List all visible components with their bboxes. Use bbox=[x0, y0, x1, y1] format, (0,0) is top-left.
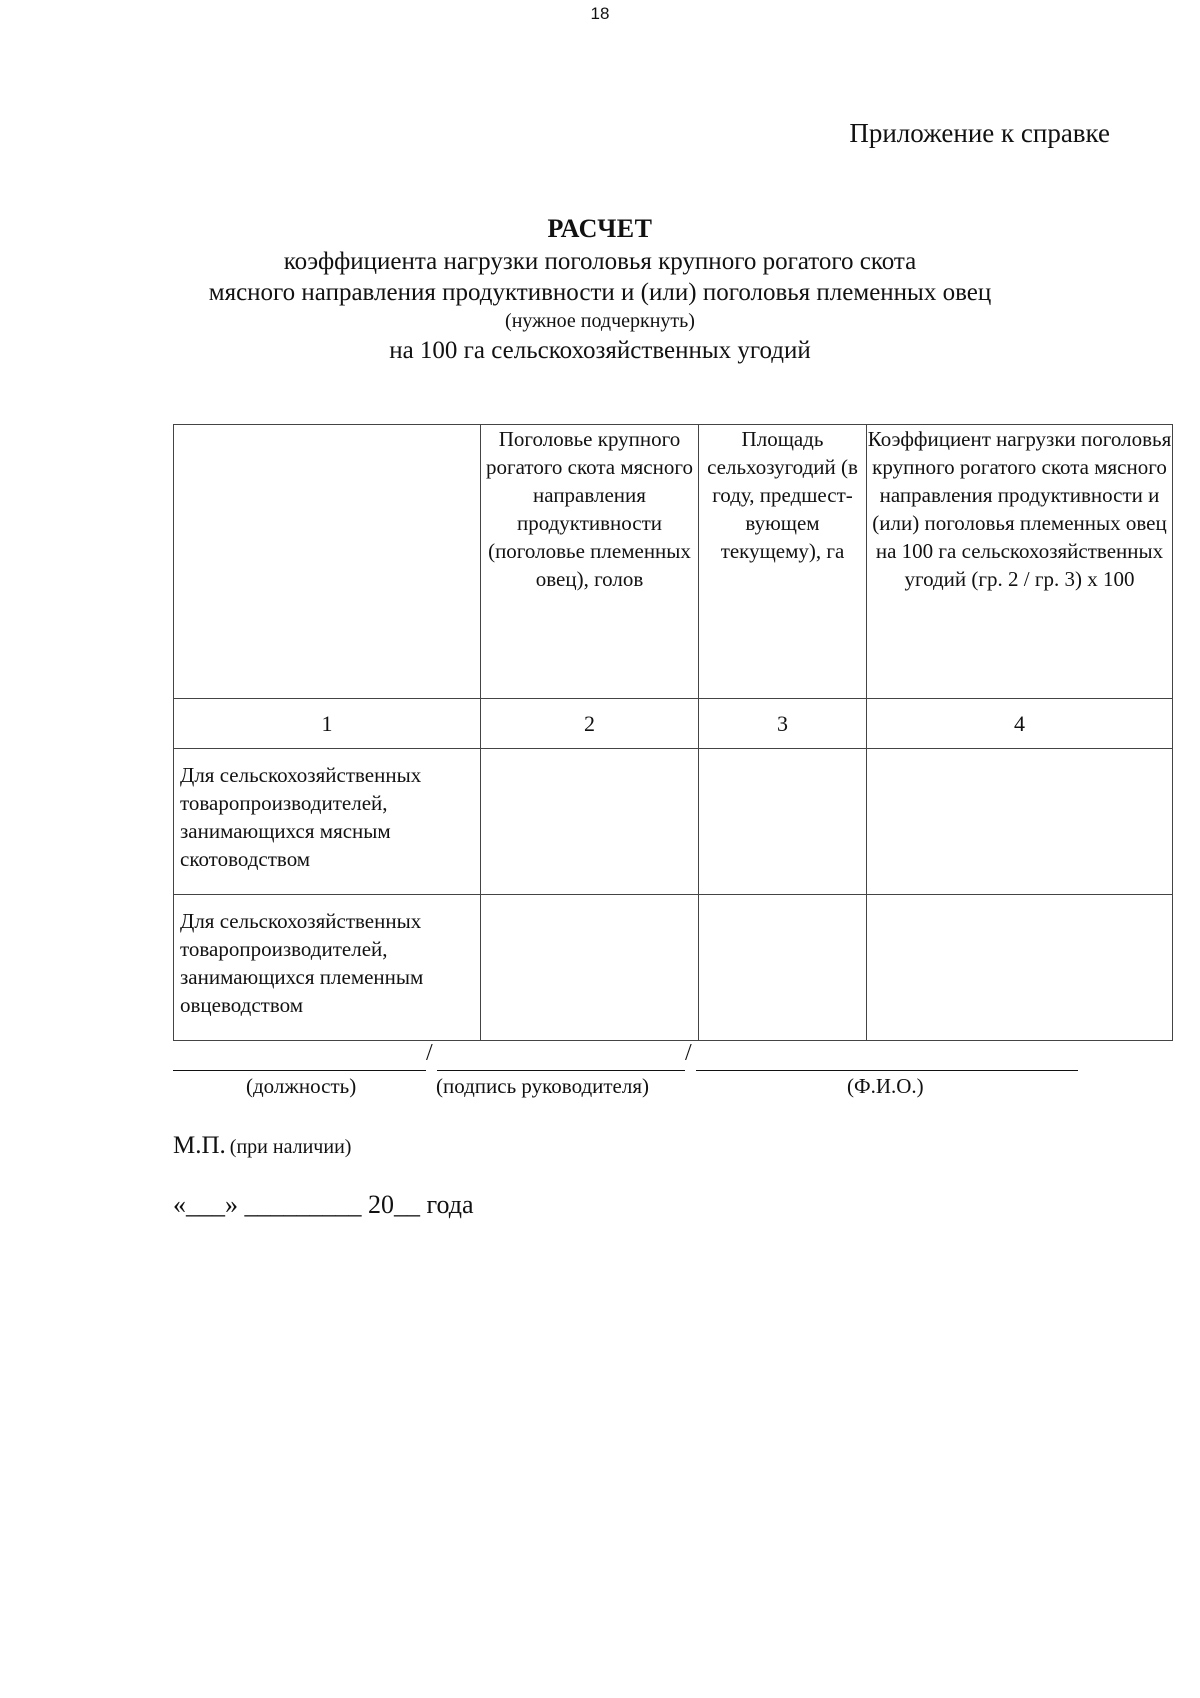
area-cell[interactable] bbox=[699, 895, 867, 1041]
header-cell-livestock: Поголовье крупного рогатого скота мясного направления продуктивности (поголовье племенных овец), голов bbox=[481, 425, 699, 699]
title-line-3: на 100 га сельскохозяйственных угодий bbox=[389, 337, 811, 364]
stamp-label: М.П. bbox=[173, 1132, 226, 1159]
row-label-sheep: Для сельскохозяйственных товаропроизводителей, занимающихся племенным овцеводством bbox=[174, 895, 481, 1041]
name-caption: (Ф.И.О.) bbox=[847, 1074, 924, 1098]
signature-separator: / bbox=[426, 1040, 433, 1066]
column-number: 1 bbox=[174, 699, 481, 749]
area-cell[interactable] bbox=[699, 749, 867, 895]
table-header-row bbox=[174, 425, 1173, 699]
signature-block bbox=[173, 1040, 1078, 1110]
page-number: 18 bbox=[590, 4, 610, 23]
livestock-count-cell[interactable] bbox=[481, 895, 699, 1041]
date-line[interactable]: «___» _________ 20__ года bbox=[173, 1190, 474, 1219]
column-number: 2 bbox=[481, 699, 699, 749]
row-label-cattle: Для сельскохозяйственных товаропроизводителей, занимающихся мясным скотоводством bbox=[174, 749, 481, 895]
signature-line[interactable] bbox=[437, 1070, 685, 1071]
table-row-cattle bbox=[174, 749, 1173, 895]
stamp-line bbox=[173, 1132, 351, 1160]
appendix-label: Приложение к справке bbox=[849, 118, 1110, 148]
coefficient-cell[interactable] bbox=[867, 749, 1173, 895]
name-line[interactable] bbox=[696, 1070, 1078, 1071]
livestock-count-cell[interactable] bbox=[481, 749, 699, 895]
header-cell-area: Площадь сельхозугодий (в году, предшест-вующем текущему), га bbox=[699, 425, 867, 699]
calculation-table bbox=[173, 424, 1173, 1041]
header-cell-empty bbox=[174, 425, 481, 699]
document-title: РАСЧЕТ bbox=[547, 214, 653, 243]
coefficient-cell[interactable] bbox=[867, 895, 1173, 1041]
stamp-note: (при наличии) bbox=[229, 1136, 352, 1158]
column-number-row bbox=[174, 699, 1173, 749]
title-line-2: мясного направления продуктивности и (или) поголовья племенных овец bbox=[208, 279, 992, 306]
title-note: (нужное подчеркнуть) bbox=[505, 310, 695, 332]
title-block bbox=[0, 212, 1200, 366]
position-line[interactable] bbox=[173, 1070, 426, 1071]
title-line-1: коэффициента нагрузки поголовья крупного рогатого скота bbox=[283, 248, 917, 275]
column-number: 4 bbox=[867, 699, 1173, 749]
column-number: 3 bbox=[699, 699, 867, 749]
position-caption: (должность) bbox=[246, 1074, 357, 1098]
signature-caption: (подпись руководителя) bbox=[436, 1074, 650, 1098]
header-cell-coefficient: Коэффициент нагрузки поголовья крупного рогатого скота мясного направления продуктивности и (или) поголовья племенных овец на 100 га сельскохозяйственных угодий (гр. 2 / гр. 3) х 100 bbox=[867, 425, 1173, 699]
table-row-sheep bbox=[174, 895, 1173, 1041]
signature-separator: / bbox=[685, 1040, 692, 1066]
